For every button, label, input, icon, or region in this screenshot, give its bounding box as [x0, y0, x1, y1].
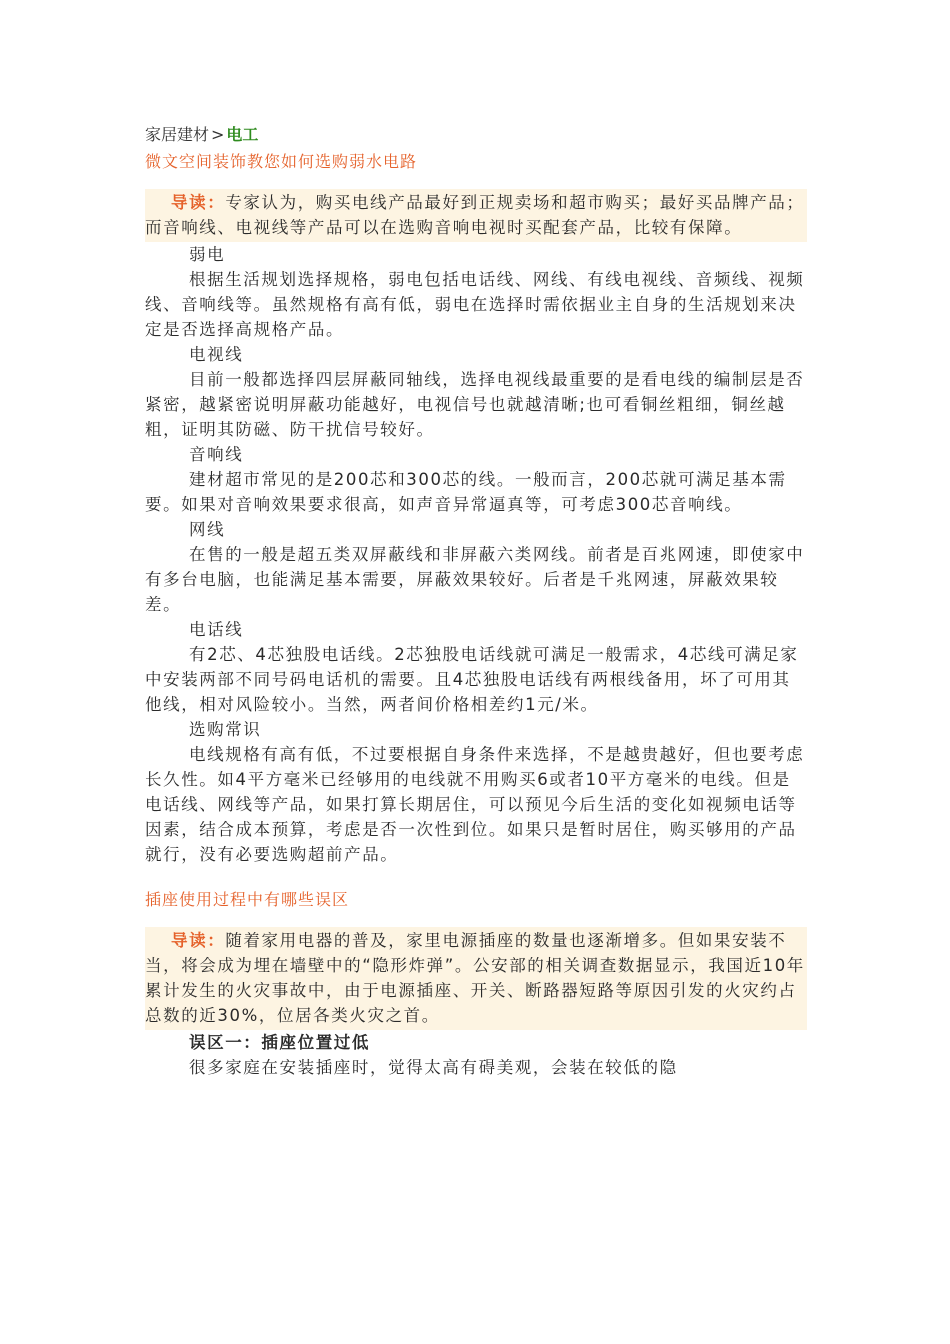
guide-text: 随着家用电器的普及，家里电源插座的数量也逐渐增多。但如果安装不当，将会成为埋在墙壁中的“隐形炸弹”。公安部的相关调查数据显示，我国近10年累计发生的火灾事故中，由于电源插座、开关、断路器短路等原因引发的火灾约占总数的近30%，位居各类火灾之首。: [145, 931, 805, 1025]
section-heading: 电话线: [189, 620, 244, 639]
article-title: 插座使用过程中有哪些误区: [145, 890, 350, 909]
guide-box: [145, 927, 807, 1030]
section-heading: 电视线: [189, 345, 244, 364]
section-body: 有2芯、4芯独股电话线。2芯独股电话线就可满足一般需求，4芯线可满足家中安装两部不同号码电话机的需要。且4芯独股电话线有两根线备用，坏了可用其他线，相对风险较小。当然，两者间价格相差约1元/米。: [145, 645, 799, 714]
article-title: 微文空间装饰教您如何选购弱水电路: [145, 152, 418, 171]
section-spacer: [145, 867, 807, 887]
section-body: 目前一般都选择四层屏蔽同轴线，选择电视线最重要的是看电线的编制层是否紧密，越紧密说明屏蔽功能越好，电视信号也就越清晰;也可看铜丝粗细，铜丝越粗，证明其防磁、防干扰信号较好。: [145, 370, 805, 439]
guide-label: 导读：: [171, 931, 226, 950]
myth-heading: 误区一：插座位置过低: [189, 1033, 370, 1052]
document-page: [145, 123, 807, 1080]
guide-text: 专家认为，购买电线产品最好到正规卖场和超市购买；最好买品牌产品；而音响线、电视线等产品可以在选购音响电视时买配套产品，比较有保障。: [145, 193, 805, 237]
myth-body: 很多家庭在安装插座时，觉得太高有碍美观，会装在较低的隐: [189, 1058, 678, 1077]
section-body: 根据生活规划选择规格，弱电包括电话线、网线、有线电视线、音频线、视频线、音响线等。虽然规格有高有低，弱电在选择时需依据业主自身的生活规划来决定是否选择高规格产品。: [145, 270, 805, 339]
guide-label: 导读：: [171, 193, 226, 212]
section-body: 建材超市常见的是200芯和300芯的线。一般而言，200芯就可满足基本需要。如果对音响效果要求很高，如声音异常逼真等，可考虑300芯音响线。: [145, 470, 787, 514]
section-body: 电线规格有高有低，不过要根据自身条件来选择，不是越贵越好，但也要考虑长久性。如4平方毫米已经够用的电线就不用购买6或者10平方毫米的电线。但是电话线、网线等产品，如果打算长期居住，可以预见今后生活的变化如视频电话等因素，结合成本预算，考虑是否一次性到位。如果只是暂时居住，购买够用的产品就行，没有必要选购超前产品。: [145, 745, 805, 864]
section-heading: 弱电: [189, 245, 226, 264]
breadcrumb-separator: >: [211, 125, 225, 144]
section-heading: 音响线: [189, 445, 244, 464]
section-body: 在售的一般是超五类双屏蔽线和非屏蔽六类网线。前者是百兆网速，即使家中有多台电脑，也能满足基本需要，屏蔽效果较好。后者是千兆网速，屏蔽效果较差。: [145, 545, 805, 614]
section-heading: 选购常识: [189, 720, 262, 739]
breadcrumb: [145, 123, 807, 147]
guide-box: [145, 189, 807, 242]
section-heading: 网线: [189, 520, 226, 539]
breadcrumb-parent[interactable]: 家居建材: [145, 125, 210, 144]
breadcrumb-current[interactable]: 电工: [226, 125, 259, 144]
